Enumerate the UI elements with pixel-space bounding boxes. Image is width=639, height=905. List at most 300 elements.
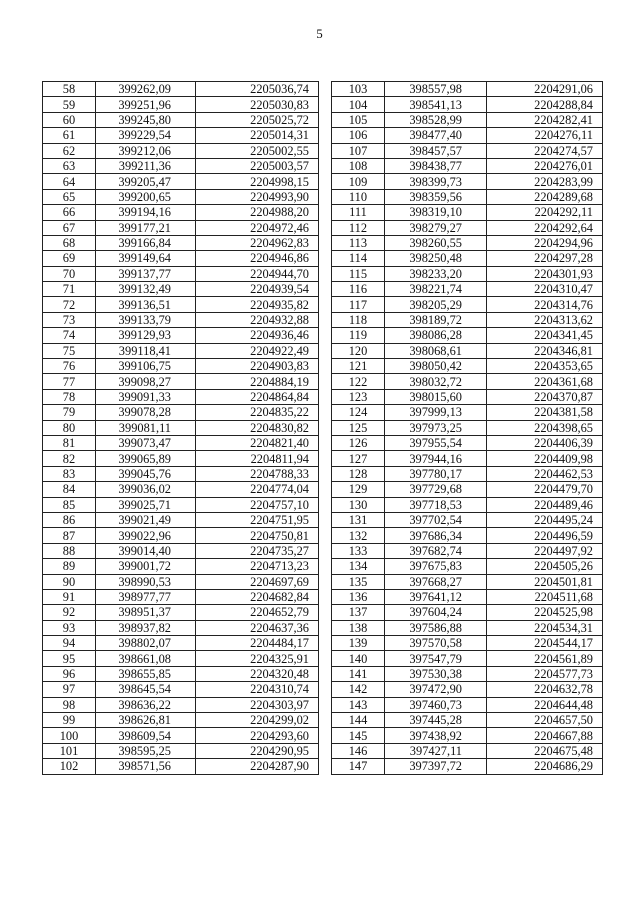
x-coordinate-cell: 398626,81 xyxy=(96,713,196,728)
coordinates-table-right-body xyxy=(332,82,603,775)
point-number-cell: 66 xyxy=(43,205,96,220)
point-number-cell: 95 xyxy=(43,651,96,666)
y-coordinate-cell: 2204939,54 xyxy=(196,282,319,297)
y-coordinate-cell: 2204652,79 xyxy=(196,605,319,620)
table-row xyxy=(43,682,319,697)
y-coordinate-cell: 2204341,45 xyxy=(487,328,603,343)
table-row xyxy=(43,605,319,620)
x-coordinate-cell: 397668,27 xyxy=(385,574,487,589)
y-coordinate-cell: 2204998,15 xyxy=(196,174,319,189)
point-number-cell: 147 xyxy=(332,759,385,774)
x-coordinate-cell: 399021,49 xyxy=(96,512,196,527)
x-coordinate-cell: 397604,24 xyxy=(385,605,487,620)
coordinates-table-left xyxy=(42,81,319,775)
y-coordinate-cell: 2204501,81 xyxy=(487,574,603,589)
table-row xyxy=(332,728,603,743)
point-number-cell: 126 xyxy=(332,435,385,450)
y-coordinate-cell: 2204276,11 xyxy=(487,128,603,143)
table-row xyxy=(332,174,603,189)
table-row xyxy=(43,759,319,774)
x-coordinate-cell: 397586,88 xyxy=(385,620,487,635)
point-number-cell: 97 xyxy=(43,682,96,697)
table-row xyxy=(332,405,603,420)
table-row xyxy=(332,205,603,220)
point-number-cell: 58 xyxy=(43,82,96,97)
y-coordinate-cell: 2204935,82 xyxy=(196,297,319,312)
page-number: 5 xyxy=(316,26,323,41)
x-coordinate-cell: 398438,77 xyxy=(385,158,487,173)
point-number-cell: 138 xyxy=(332,620,385,635)
table-row xyxy=(332,620,603,635)
table-row xyxy=(332,435,603,450)
table-row xyxy=(43,651,319,666)
point-number-cell: 118 xyxy=(332,312,385,327)
x-coordinate-cell: 399045,76 xyxy=(96,466,196,481)
table-row xyxy=(332,82,603,97)
x-coordinate-cell: 399118,41 xyxy=(96,343,196,358)
y-coordinate-cell: 2204496,59 xyxy=(487,528,603,543)
table-row xyxy=(332,312,603,327)
x-coordinate-cell: 397686,34 xyxy=(385,528,487,543)
x-coordinate-cell: 399245,80 xyxy=(96,112,196,127)
table-row xyxy=(332,636,603,651)
x-coordinate-cell: 397999,13 xyxy=(385,405,487,420)
y-coordinate-cell: 2204310,74 xyxy=(196,682,319,697)
table-row xyxy=(43,589,319,604)
x-coordinate-cell: 398032,72 xyxy=(385,374,487,389)
point-number-cell: 98 xyxy=(43,697,96,712)
x-coordinate-cell: 399166,84 xyxy=(96,235,196,250)
point-number-cell: 65 xyxy=(43,189,96,204)
point-number-cell: 71 xyxy=(43,282,96,297)
y-coordinate-cell: 2204511,68 xyxy=(487,589,603,604)
table-row xyxy=(332,282,603,297)
x-coordinate-cell: 398233,20 xyxy=(385,266,487,281)
table-row xyxy=(43,82,319,97)
table-row xyxy=(43,466,319,481)
y-coordinate-cell: 2204292,64 xyxy=(487,220,603,235)
y-coordinate-cell: 2204283,99 xyxy=(487,174,603,189)
x-coordinate-cell: 397438,92 xyxy=(385,728,487,743)
point-number-cell: 127 xyxy=(332,451,385,466)
coordinates-table-right xyxy=(331,81,603,775)
x-coordinate-cell: 399081,11 xyxy=(96,420,196,435)
x-coordinate-cell: 399200,65 xyxy=(96,189,196,204)
table-row xyxy=(43,312,319,327)
point-number-cell: 86 xyxy=(43,512,96,527)
point-number-cell: 136 xyxy=(332,589,385,604)
point-number-cell: 94 xyxy=(43,636,96,651)
table-row xyxy=(43,728,319,743)
y-coordinate-cell: 2204944,70 xyxy=(196,266,319,281)
x-coordinate-cell: 397973,25 xyxy=(385,420,487,435)
x-coordinate-cell: 398595,25 xyxy=(96,743,196,758)
y-coordinate-cell: 2204751,95 xyxy=(196,512,319,527)
point-number-cell: 104 xyxy=(332,97,385,112)
table-row xyxy=(332,112,603,127)
point-number-cell: 61 xyxy=(43,128,96,143)
point-number-cell: 63 xyxy=(43,158,96,173)
y-coordinate-cell: 2204292,11 xyxy=(487,205,603,220)
x-coordinate-cell: 398802,07 xyxy=(96,636,196,651)
y-coordinate-cell: 2204299,02 xyxy=(196,713,319,728)
table-row xyxy=(332,512,603,527)
table-row xyxy=(43,128,319,143)
y-coordinate-cell: 2204398,65 xyxy=(487,420,603,435)
x-coordinate-cell: 399149,64 xyxy=(96,251,196,266)
point-number-cell: 140 xyxy=(332,651,385,666)
point-number-cell: 85 xyxy=(43,497,96,512)
point-number-cell: 116 xyxy=(332,282,385,297)
table-row xyxy=(43,266,319,281)
point-number-cell: 107 xyxy=(332,143,385,158)
x-coordinate-cell: 398068,61 xyxy=(385,343,487,358)
point-number-cell: 111 xyxy=(332,205,385,220)
y-coordinate-cell: 2204525,98 xyxy=(487,605,603,620)
y-coordinate-cell: 2204406,39 xyxy=(487,435,603,450)
table-row xyxy=(43,666,319,681)
y-coordinate-cell: 2204479,70 xyxy=(487,482,603,497)
point-number-cell: 99 xyxy=(43,713,96,728)
table-row xyxy=(332,420,603,435)
y-coordinate-cell: 2204830,82 xyxy=(196,420,319,435)
y-coordinate-cell: 2204757,10 xyxy=(196,497,319,512)
x-coordinate-cell: 399211,36 xyxy=(96,158,196,173)
table-row xyxy=(43,405,319,420)
point-number-cell: 78 xyxy=(43,389,96,404)
y-coordinate-cell: 2204561,89 xyxy=(487,651,603,666)
y-coordinate-cell: 2204972,46 xyxy=(196,220,319,235)
point-number-cell: 124 xyxy=(332,405,385,420)
point-number-cell: 76 xyxy=(43,359,96,374)
x-coordinate-cell: 399014,40 xyxy=(96,543,196,558)
x-coordinate-cell: 399025,71 xyxy=(96,497,196,512)
point-number-cell: 135 xyxy=(332,574,385,589)
table-row xyxy=(43,220,319,235)
y-coordinate-cell: 2204291,06 xyxy=(487,82,603,97)
table-row xyxy=(43,343,319,358)
point-number-cell: 117 xyxy=(332,297,385,312)
point-number-cell: 106 xyxy=(332,128,385,143)
y-coordinate-cell: 2204993,90 xyxy=(196,189,319,204)
y-coordinate-cell: 2204686,29 xyxy=(487,759,603,774)
point-number-cell: 87 xyxy=(43,528,96,543)
x-coordinate-cell: 398541,13 xyxy=(385,97,487,112)
y-coordinate-cell: 2204657,50 xyxy=(487,713,603,728)
x-coordinate-cell: 398977,77 xyxy=(96,589,196,604)
table-row xyxy=(43,543,319,558)
x-coordinate-cell: 398260,55 xyxy=(385,235,487,250)
y-coordinate-cell: 2204864,84 xyxy=(196,389,319,404)
point-number-cell: 93 xyxy=(43,620,96,635)
x-coordinate-cell: 399133,79 xyxy=(96,312,196,327)
point-number-cell: 143 xyxy=(332,697,385,712)
table-row xyxy=(332,451,603,466)
table-row xyxy=(332,605,603,620)
y-coordinate-cell: 2204287,90 xyxy=(196,759,319,774)
point-number-cell: 101 xyxy=(43,743,96,758)
y-coordinate-cell: 2204320,48 xyxy=(196,666,319,681)
x-coordinate-cell: 399177,21 xyxy=(96,220,196,235)
table-row xyxy=(43,374,319,389)
y-coordinate-cell: 2204682,84 xyxy=(196,589,319,604)
y-coordinate-cell: 2204697,69 xyxy=(196,574,319,589)
table-row xyxy=(332,328,603,343)
table-row xyxy=(332,497,603,512)
x-coordinate-cell: 398189,72 xyxy=(385,312,487,327)
point-number-cell: 114 xyxy=(332,251,385,266)
point-number-cell: 134 xyxy=(332,559,385,574)
point-number-cell: 68 xyxy=(43,235,96,250)
x-coordinate-cell: 399106,75 xyxy=(96,359,196,374)
x-coordinate-cell: 397675,83 xyxy=(385,559,487,574)
point-number-cell: 110 xyxy=(332,189,385,204)
table-row xyxy=(332,97,603,112)
table-row xyxy=(43,620,319,635)
y-coordinate-cell: 2204922,49 xyxy=(196,343,319,358)
x-coordinate-cell: 398359,56 xyxy=(385,189,487,204)
point-number-cell: 59 xyxy=(43,97,96,112)
y-coordinate-cell: 2205030,83 xyxy=(196,97,319,112)
coordinates-table-left-body xyxy=(43,82,319,775)
point-number-cell: 119 xyxy=(332,328,385,343)
y-coordinate-cell: 2204276,01 xyxy=(487,158,603,173)
point-number-cell: 145 xyxy=(332,728,385,743)
table-row xyxy=(43,282,319,297)
table-row xyxy=(43,189,319,204)
point-number-cell: 83 xyxy=(43,466,96,481)
y-coordinate-cell: 2204534,31 xyxy=(487,620,603,635)
y-coordinate-cell: 2204288,84 xyxy=(487,97,603,112)
table-row xyxy=(43,235,319,250)
y-coordinate-cell: 2204544,17 xyxy=(487,636,603,651)
x-coordinate-cell: 398937,82 xyxy=(96,620,196,635)
x-coordinate-cell: 398477,40 xyxy=(385,128,487,143)
y-coordinate-cell: 2204903,83 xyxy=(196,359,319,374)
x-coordinate-cell: 399205,47 xyxy=(96,174,196,189)
y-coordinate-cell: 2204274,57 xyxy=(487,143,603,158)
x-coordinate-cell: 398571,56 xyxy=(96,759,196,774)
table-row xyxy=(332,682,603,697)
x-coordinate-cell: 398951,37 xyxy=(96,605,196,620)
table-row xyxy=(332,220,603,235)
point-number-cell: 90 xyxy=(43,574,96,589)
y-coordinate-cell: 2204353,65 xyxy=(487,359,603,374)
x-coordinate-cell: 397682,74 xyxy=(385,543,487,558)
table-row xyxy=(332,666,603,681)
point-number-cell: 122 xyxy=(332,374,385,389)
y-coordinate-cell: 2204290,95 xyxy=(196,743,319,758)
table-row xyxy=(332,713,603,728)
x-coordinate-cell: 399262,09 xyxy=(96,82,196,97)
point-number-cell: 142 xyxy=(332,682,385,697)
point-number-cell: 132 xyxy=(332,528,385,543)
x-coordinate-cell: 398528,99 xyxy=(385,112,487,127)
table-row xyxy=(332,574,603,589)
x-coordinate-cell: 398990,53 xyxy=(96,574,196,589)
y-coordinate-cell: 2204370,87 xyxy=(487,389,603,404)
point-number-cell: 79 xyxy=(43,405,96,420)
y-coordinate-cell: 2204946,86 xyxy=(196,251,319,266)
x-coordinate-cell: 397729,68 xyxy=(385,482,487,497)
x-coordinate-cell: 399073,47 xyxy=(96,435,196,450)
x-coordinate-cell: 399129,93 xyxy=(96,328,196,343)
x-coordinate-cell: 399022,96 xyxy=(96,528,196,543)
point-number-cell: 144 xyxy=(332,713,385,728)
table-row xyxy=(332,759,603,774)
y-coordinate-cell: 2205025,72 xyxy=(196,112,319,127)
y-coordinate-cell: 2204774,04 xyxy=(196,482,319,497)
point-number-cell: 89 xyxy=(43,559,96,574)
y-coordinate-cell: 2204301,93 xyxy=(487,266,603,281)
y-coordinate-cell: 2205003,57 xyxy=(196,158,319,173)
y-coordinate-cell: 2205014,31 xyxy=(196,128,319,143)
point-number-cell: 100 xyxy=(43,728,96,743)
y-coordinate-cell: 2204988,20 xyxy=(196,205,319,220)
table-row xyxy=(43,112,319,127)
table-row xyxy=(332,374,603,389)
y-coordinate-cell: 2204293,60 xyxy=(196,728,319,743)
y-coordinate-cell: 2204297,28 xyxy=(487,251,603,266)
y-coordinate-cell: 2204489,46 xyxy=(487,497,603,512)
x-coordinate-cell: 399251,96 xyxy=(96,97,196,112)
x-coordinate-cell: 398279,27 xyxy=(385,220,487,235)
point-number-cell: 121 xyxy=(332,359,385,374)
x-coordinate-cell: 399136,51 xyxy=(96,297,196,312)
table-row xyxy=(332,251,603,266)
y-coordinate-cell: 2205002,55 xyxy=(196,143,319,158)
table-row xyxy=(43,297,319,312)
table-row xyxy=(332,158,603,173)
table-row xyxy=(43,174,319,189)
y-coordinate-cell: 2204750,81 xyxy=(196,528,319,543)
table-row xyxy=(43,328,319,343)
y-coordinate-cell: 2204313,62 xyxy=(487,312,603,327)
x-coordinate-cell: 399229,54 xyxy=(96,128,196,143)
point-number-cell: 62 xyxy=(43,143,96,158)
y-coordinate-cell: 2204310,47 xyxy=(487,282,603,297)
table-row xyxy=(332,235,603,250)
y-coordinate-cell: 2204835,22 xyxy=(196,405,319,420)
table-row xyxy=(43,451,319,466)
y-coordinate-cell: 2204821,40 xyxy=(196,435,319,450)
point-number-cell: 112 xyxy=(332,220,385,235)
point-number-cell: 81 xyxy=(43,435,96,450)
point-number-cell: 80 xyxy=(43,420,96,435)
y-coordinate-cell: 2204713,23 xyxy=(196,559,319,574)
point-number-cell: 70 xyxy=(43,266,96,281)
y-coordinate-cell: 2204346,81 xyxy=(487,343,603,358)
table-row xyxy=(43,482,319,497)
x-coordinate-cell: 398636,22 xyxy=(96,697,196,712)
table-row xyxy=(43,420,319,435)
x-coordinate-cell: 398050,42 xyxy=(385,359,487,374)
table-row xyxy=(43,389,319,404)
point-number-cell: 141 xyxy=(332,666,385,681)
x-coordinate-cell: 398655,85 xyxy=(96,666,196,681)
x-coordinate-cell: 397955,54 xyxy=(385,435,487,450)
point-number-cell: 74 xyxy=(43,328,96,343)
table-row xyxy=(43,158,319,173)
y-coordinate-cell: 2204637,36 xyxy=(196,620,319,635)
y-coordinate-cell: 2204325,91 xyxy=(196,651,319,666)
y-coordinate-cell: 2204484,17 xyxy=(196,636,319,651)
y-coordinate-cell: 2204884,19 xyxy=(196,374,319,389)
point-number-cell: 82 xyxy=(43,451,96,466)
table-row xyxy=(43,743,319,758)
table-row xyxy=(332,589,603,604)
table-row xyxy=(43,636,319,651)
x-coordinate-cell: 398015,60 xyxy=(385,389,487,404)
x-coordinate-cell: 398205,29 xyxy=(385,297,487,312)
x-coordinate-cell: 398457,57 xyxy=(385,143,487,158)
x-coordinate-cell: 399001,72 xyxy=(96,559,196,574)
x-coordinate-cell: 397702,54 xyxy=(385,512,487,527)
point-number-cell: 113 xyxy=(332,235,385,250)
x-coordinate-cell: 397944,16 xyxy=(385,451,487,466)
point-number-cell: 109 xyxy=(332,174,385,189)
x-coordinate-cell: 398319,10 xyxy=(385,205,487,220)
table-row xyxy=(332,743,603,758)
table-row xyxy=(43,435,319,450)
point-number-cell: 139 xyxy=(332,636,385,651)
x-coordinate-cell: 399078,28 xyxy=(96,405,196,420)
x-coordinate-cell: 399137,77 xyxy=(96,266,196,281)
y-coordinate-cell: 2205036,74 xyxy=(196,82,319,97)
y-coordinate-cell: 2204788,33 xyxy=(196,466,319,481)
x-coordinate-cell: 397397,72 xyxy=(385,759,487,774)
point-number-cell: 72 xyxy=(43,297,96,312)
point-number-cell: 108 xyxy=(332,158,385,173)
y-coordinate-cell: 2204462,53 xyxy=(487,466,603,481)
point-number-cell: 146 xyxy=(332,743,385,758)
x-coordinate-cell: 399091,33 xyxy=(96,389,196,404)
x-coordinate-cell: 399132,49 xyxy=(96,282,196,297)
y-coordinate-cell: 2204667,88 xyxy=(487,728,603,743)
table-row xyxy=(43,697,319,712)
y-coordinate-cell: 2204811,94 xyxy=(196,451,319,466)
y-coordinate-cell: 2204962,83 xyxy=(196,235,319,250)
x-coordinate-cell: 398557,98 xyxy=(385,82,487,97)
x-coordinate-cell: 397460,73 xyxy=(385,697,487,712)
x-coordinate-cell: 397427,11 xyxy=(385,743,487,758)
x-coordinate-cell: 397445,28 xyxy=(385,713,487,728)
table-row xyxy=(332,651,603,666)
table-row xyxy=(332,266,603,281)
x-coordinate-cell: 398221,74 xyxy=(385,282,487,297)
table-row xyxy=(43,497,319,512)
x-coordinate-cell: 398086,28 xyxy=(385,328,487,343)
point-number-cell: 103 xyxy=(332,82,385,97)
table-row xyxy=(43,559,319,574)
table-row xyxy=(332,297,603,312)
y-coordinate-cell: 2204735,27 xyxy=(196,543,319,558)
x-coordinate-cell: 397570,58 xyxy=(385,636,487,651)
table-row xyxy=(43,97,319,112)
y-coordinate-cell: 2204282,41 xyxy=(487,112,603,127)
x-coordinate-cell: 398661,08 xyxy=(96,651,196,666)
point-number-cell: 125 xyxy=(332,420,385,435)
table-row xyxy=(43,359,319,374)
y-coordinate-cell: 2204495,24 xyxy=(487,512,603,527)
table-row xyxy=(332,359,603,374)
y-coordinate-cell: 2204577,73 xyxy=(487,666,603,681)
y-coordinate-cell: 2204409,98 xyxy=(487,451,603,466)
table-row xyxy=(332,128,603,143)
point-number-cell: 69 xyxy=(43,251,96,266)
point-number-cell: 120 xyxy=(332,343,385,358)
y-coordinate-cell: 2204632,78 xyxy=(487,682,603,697)
